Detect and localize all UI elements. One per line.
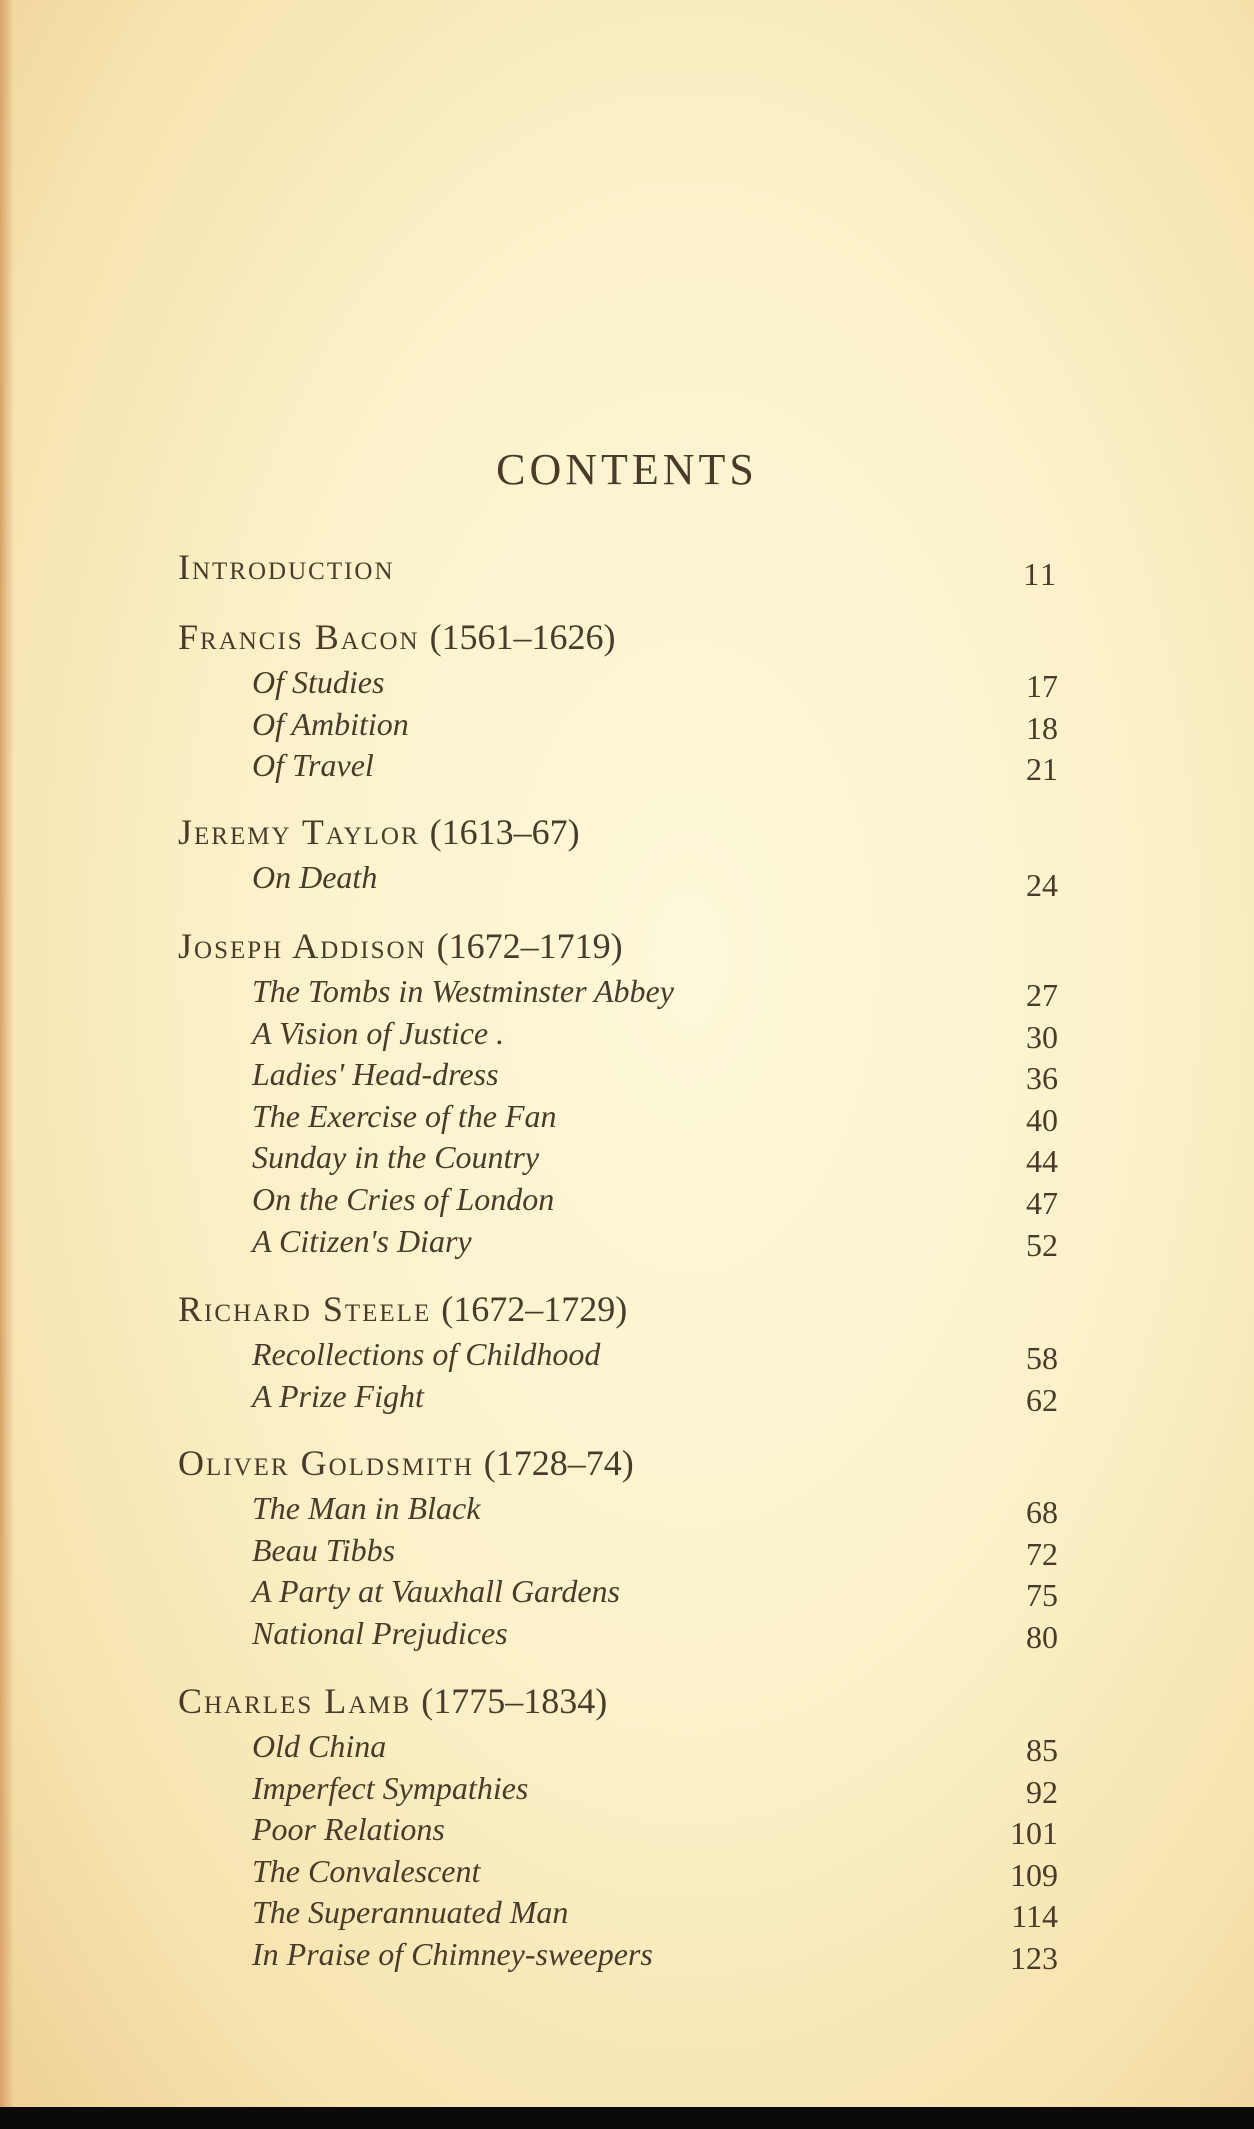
section-jeremy-taylor (178, 811, 1064, 903)
entry-title: The Superannuated Man (252, 1894, 569, 1931)
entry-page: 40 (1026, 1101, 1058, 1138)
entry-title: A Citizen's Diary (252, 1222, 472, 1259)
entry-title: A Party at Vauxhall Gardens (252, 1573, 620, 1610)
author-dates: (1775–1834) (421, 1681, 608, 1721)
contents-entry (178, 1096, 1064, 1138)
scan-bottom-edge (0, 2107, 1254, 2129)
contents-entry (178, 1571, 1064, 1613)
entry-title: In Praise of Chimney-sweepers (252, 1935, 653, 1972)
entry-page: 62 (1026, 1381, 1058, 1418)
entry-title: Recollections of Childhood (252, 1336, 601, 1372)
author-heading (178, 811, 1064, 857)
entry-page: 72 (1026, 1535, 1058, 1572)
entry-page: 85 (1026, 1732, 1058, 1768)
contents-entry (178, 1768, 1064, 1810)
entry-page: 68 (1026, 1494, 1058, 1530)
entry-page: 27 (1026, 977, 1058, 1013)
introduction-row (178, 546, 1064, 592)
introduction-heading (178, 546, 1064, 592)
entry-page: 123 (1010, 1939, 1058, 1976)
contents-entry (178, 1376, 1064, 1418)
author-dates: (1672–1729) (441, 1289, 628, 1329)
author-name: Charles Lamb (178, 1681, 412, 1721)
introduction-page: 11 (1023, 556, 1058, 592)
entry-page: 52 (1026, 1226, 1058, 1263)
contents-entry (178, 971, 1064, 1013)
entry-title: On Death (252, 859, 378, 895)
entry-title: The Exercise of the Fan (252, 1097, 557, 1134)
entry-page: 80 (1026, 1618, 1058, 1655)
entry-page: 24 (1026, 867, 1058, 903)
entry-title: Old China (252, 1728, 387, 1764)
author-heading (178, 1442, 1064, 1488)
entry-title: On the Cries of London (252, 1180, 555, 1217)
entry-page: 114 (1011, 1898, 1058, 1935)
section-oliver-goldsmith (178, 1442, 1064, 1654)
entry-page: 44 (1026, 1143, 1058, 1180)
contents-entry (178, 1054, 1064, 1096)
contents-entry (178, 1892, 1064, 1934)
contents-entry (178, 857, 1064, 903)
author-dates: (1728–74) (483, 1443, 634, 1483)
author-heading (178, 1288, 1064, 1334)
author-heading (178, 1680, 1064, 1726)
contents-entry (178, 1488, 1064, 1530)
entry-title: A Prize Fight (252, 1377, 424, 1414)
entry-page: 30 (1026, 1018, 1058, 1055)
contents-entry (178, 745, 1064, 787)
entry-title: A Vision of Justice . (252, 1014, 505, 1051)
contents-entry (178, 704, 1064, 746)
contents-entry (178, 1851, 1064, 1893)
author-dates: (1561–1626) (429, 617, 616, 657)
entry-page: 92 (1026, 1773, 1058, 1810)
author-name: Jeremy Taylor (178, 812, 420, 852)
section-joseph-addison (178, 925, 1064, 1262)
contents-entry (178, 1013, 1064, 1055)
author-name: Oliver Goldsmith (178, 1443, 474, 1483)
contents-entry (178, 1809, 1064, 1851)
entry-page: 101 (1010, 1815, 1058, 1852)
entry-title: Beau Tibbs (252, 1531, 396, 1568)
introduction-label: Introduction (178, 547, 395, 587)
entry-page: 36 (1026, 1060, 1058, 1097)
entry-page: 75 (1026, 1577, 1058, 1614)
section-charles-lamb (178, 1680, 1064, 1976)
entry-page: 47 (1026, 1184, 1058, 1221)
entry-page: 17 (1026, 668, 1058, 704)
entry-title: Sunday in the Country (252, 1139, 540, 1176)
page-title: CONTENTS (496, 445, 758, 494)
contents-entry (178, 1726, 1064, 1768)
entry-title: The Man in Black (252, 1490, 481, 1526)
author-name: Francis Bacon (178, 617, 420, 657)
entry-title: Imperfect Sympathies (252, 1769, 529, 1806)
page-edge-shadow (0, 0, 14, 2129)
entry-title: Of Ambition (252, 705, 409, 742)
contents-entry (178, 1934, 1064, 1976)
author-heading (178, 616, 1064, 662)
contents-entry (178, 1334, 1064, 1376)
contents-entry (178, 1530, 1064, 1572)
contents-entry (178, 1221, 1064, 1263)
contents-entry (178, 1613, 1064, 1655)
entry-title: Of Studies (252, 664, 385, 700)
entry-title: The Tombs in Westminster Abbey (252, 973, 674, 1009)
entry-title: Ladies' Head-dress (252, 1056, 499, 1093)
contents-entry (178, 662, 1064, 704)
author-dates: (1613–67) (429, 812, 580, 852)
author-heading (178, 925, 1064, 971)
author-name: Joseph Addison (178, 926, 427, 966)
entry-title: The Convalescent (252, 1852, 481, 1889)
entry-page: 58 (1026, 1340, 1058, 1376)
entry-page: 18 (1026, 709, 1058, 746)
contents-entry (178, 1137, 1064, 1179)
author-name: Richard Steele (178, 1289, 432, 1329)
entry-page: 21 (1026, 751, 1058, 788)
entry-title: Of Travel (252, 747, 374, 784)
section-francis-bacon (178, 616, 1064, 787)
entry-title: Poor Relations (252, 1811, 445, 1848)
contents-entry (178, 1179, 1064, 1221)
entry-title: National Prejudices (252, 1614, 508, 1651)
author-dates: (1672–1719) (436, 926, 623, 966)
section-richard-steele (178, 1288, 1064, 1417)
entry-page: 109 (1010, 1856, 1058, 1893)
